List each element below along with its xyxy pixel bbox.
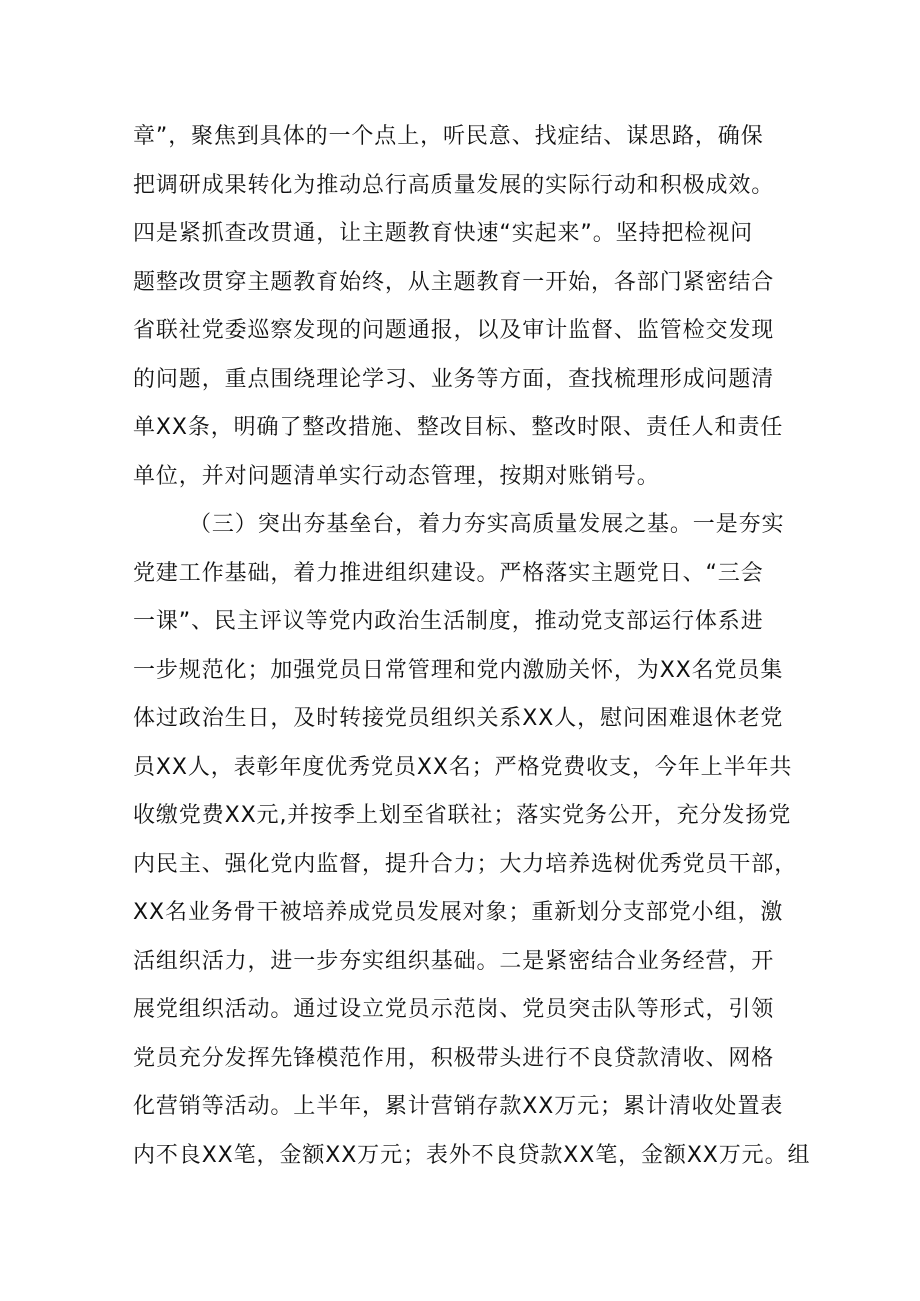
text-line: 党建工作基础，着力推进组织建设。严格落实主题党日、“三会	[133, 560, 764, 586]
text-line: 把调研成果转化为推动总行高质量发展的实际行动和积极成效。	[133, 172, 775, 198]
text-line: 四是紧抓查改贯通，让主题教育快速“实起来”。坚持把检视问	[133, 221, 753, 246]
text-line: 化营销等活动。上半年，累计营销存款XX万元；累计清收处置表	[133, 1094, 784, 1119]
text-line: 收缴党费XX元,并按季上划至省联社；落实党务公开，充分发扬党	[133, 803, 792, 828]
text-line: 单位，并对问题清单实行动态管理，按期对账销号。	[133, 463, 660, 489]
text-line: 员XX人，表彰年度优秀党员XX名；严格党费收支，今年上半年共	[133, 754, 793, 780]
text-line: 的问题，重点围绕理论学习、业务等方面，查找梳理形成问题清	[133, 366, 775, 392]
text-line: 内不良XX笔，金额XX万元；表外不良贷款XX笔，金额XX万元。组	[133, 1142, 811, 1168]
text-line: 体过政治生日，及时转接党员组织关系XX人，慰问困难退休老党	[133, 706, 784, 731]
text-line: 党员充分发挥先锋模范作用，积极带头进行不良贷款清收、网格	[133, 1045, 775, 1071]
text-line: 章”，聚焦到具体的一个点上，听民意、找症结、谋思路，确保	[133, 124, 764, 149]
text-line: 单XX条，明确了整改措施、整改目标、整改时限、责任人和责任	[133, 415, 784, 440]
text-line: 一步规范化；加强党员日常管理和党内激励关怀，为XX名党员集	[133, 657, 784, 683]
text-line: 展党组织活动。通过设立党员示范岗、党员突击队等形式，引领	[133, 997, 775, 1022]
text-line: 题整改贯穿主题教育始终，从主题教育一开始，各部门紧密结合	[133, 269, 775, 295]
text-line: 省联社党委巡察发现的问题通报，以及审计监督、监管检交发现	[133, 318, 775, 343]
paragraph-heading-line: （三）突出夯基垒台，着力夯实高质量发展之基。一是夯实	[189, 512, 785, 537]
text-line: 活组织活力，进一步夯实组织基础。二是紧密结合业务经营，开	[133, 948, 775, 974]
text-line: 一课”、民主评议等党内政治生活制度，推动党支部运行体系进	[133, 609, 764, 634]
text-line: XX名业务骨干被培养成党员发展对象；重新划分支部党小组，激	[133, 900, 784, 925]
document-body	[133, 113, 811, 1180]
text-line: 内民主、强化党内监督，提升合力；大力培养选树优秀党员干部，	[133, 851, 798, 877]
